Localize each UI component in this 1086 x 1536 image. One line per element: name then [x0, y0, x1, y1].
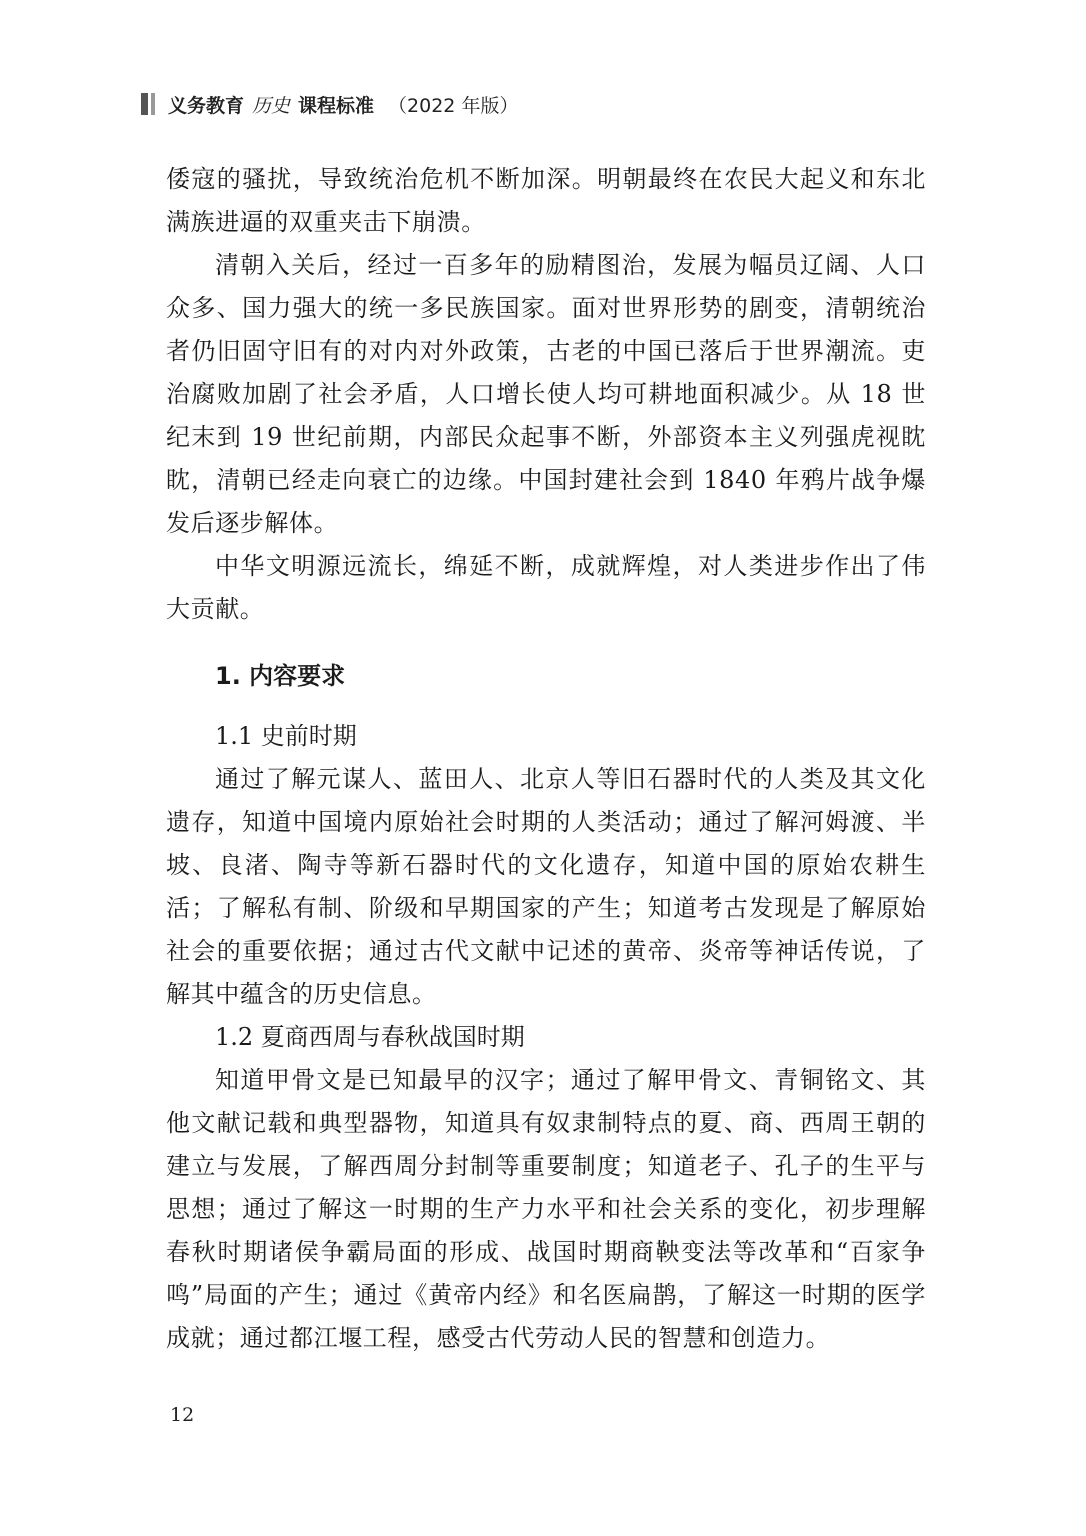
running-header	[141, 90, 518, 118]
header-title-part1: 义务教育	[168, 94, 245, 117]
header-subject: 历史	[252, 94, 291, 117]
header-edition: （2022 年版）	[388, 94, 519, 117]
subsection-title-prehistoric: 1.1 史前时期	[215, 722, 357, 750]
subsection-text-prehistoric: 通过了解元谋人、蓝田人、北京人等旧石器时代的人类及其文化遗存，知道中国境内原始社会时期的人类活动；通过了解河姆渡、半坡、良渚、陶寺等新石器时代的文化遗存，知道中国的原始农耕生活；了解私有制、阶级和早期国家的产生；知道考古发现是了解原始社会的重要依据；通过古代文献中记述的黄帝、炎帝等神话传说，了解其中蕴含的历史信息。	[166, 765, 926, 1008]
section-heading: 1. 内容要求	[215, 662, 346, 690]
page-number: 12	[170, 1404, 195, 1426]
paragraph-qing: 清朝入关后，经过一百多年的励精图治，发展为幅员辽阔、人口众多、国力强大的统一多民族国家。面对世界形势的剧变，清朝统治者仍旧固守旧有的对内对外政策，古老的中国已落后于世界潮流。吏治腐败加剧了社会矛盾，人口增长使人均可耕地面积减少。从 18 世纪末到 19 世纪前期，内部民众起事不断，外部资本主义列强虎视眈眈，清朝已经走向衰亡的边缘。中国封建社会到 1840 年鸦片战争爆发后逐步解体。	[166, 251, 926, 537]
header-bars-icon	[141, 93, 158, 115]
paragraph-continued: 倭寇的骚扰，导致统治危机不断加深。明朝最终在农民大起义和东北满族进逼的双重夹击下崩溃。	[166, 165, 926, 236]
paragraph-conclusion: 中华文明源远流长，绵延不断，成就辉煌，对人类进步作出了伟大贡献。	[166, 552, 926, 623]
subsection-title-xia-shang: 1.2 夏商西周与春秋战国时期	[215, 1023, 525, 1051]
page-body	[166, 158, 926, 1360]
subsection-text-xia-shang: 知道甲骨文是已知最早的汉字；通过了解甲骨文、青铜铭文、其他文献记载和典型器物，知道具有奴隶制特点的夏、商、西周王朝的建立与发展，了解西周分封制等重要制度；知道老子、孔子的生平与思想；通过了解这一时期的生产力水平和社会关系的变化，初步理解春秋时期诸侯争霸局面的形成、战国时期商鞅变法等改革和“百家争鸣”局面的产生；通过《黄帝内经》和名医扁鹊，了解这一时期的医学成就；通过都江堰工程，感受古代劳动人民的智慧和创造力。	[166, 1066, 926, 1352]
header-title-part2: 课程标准	[298, 94, 375, 117]
